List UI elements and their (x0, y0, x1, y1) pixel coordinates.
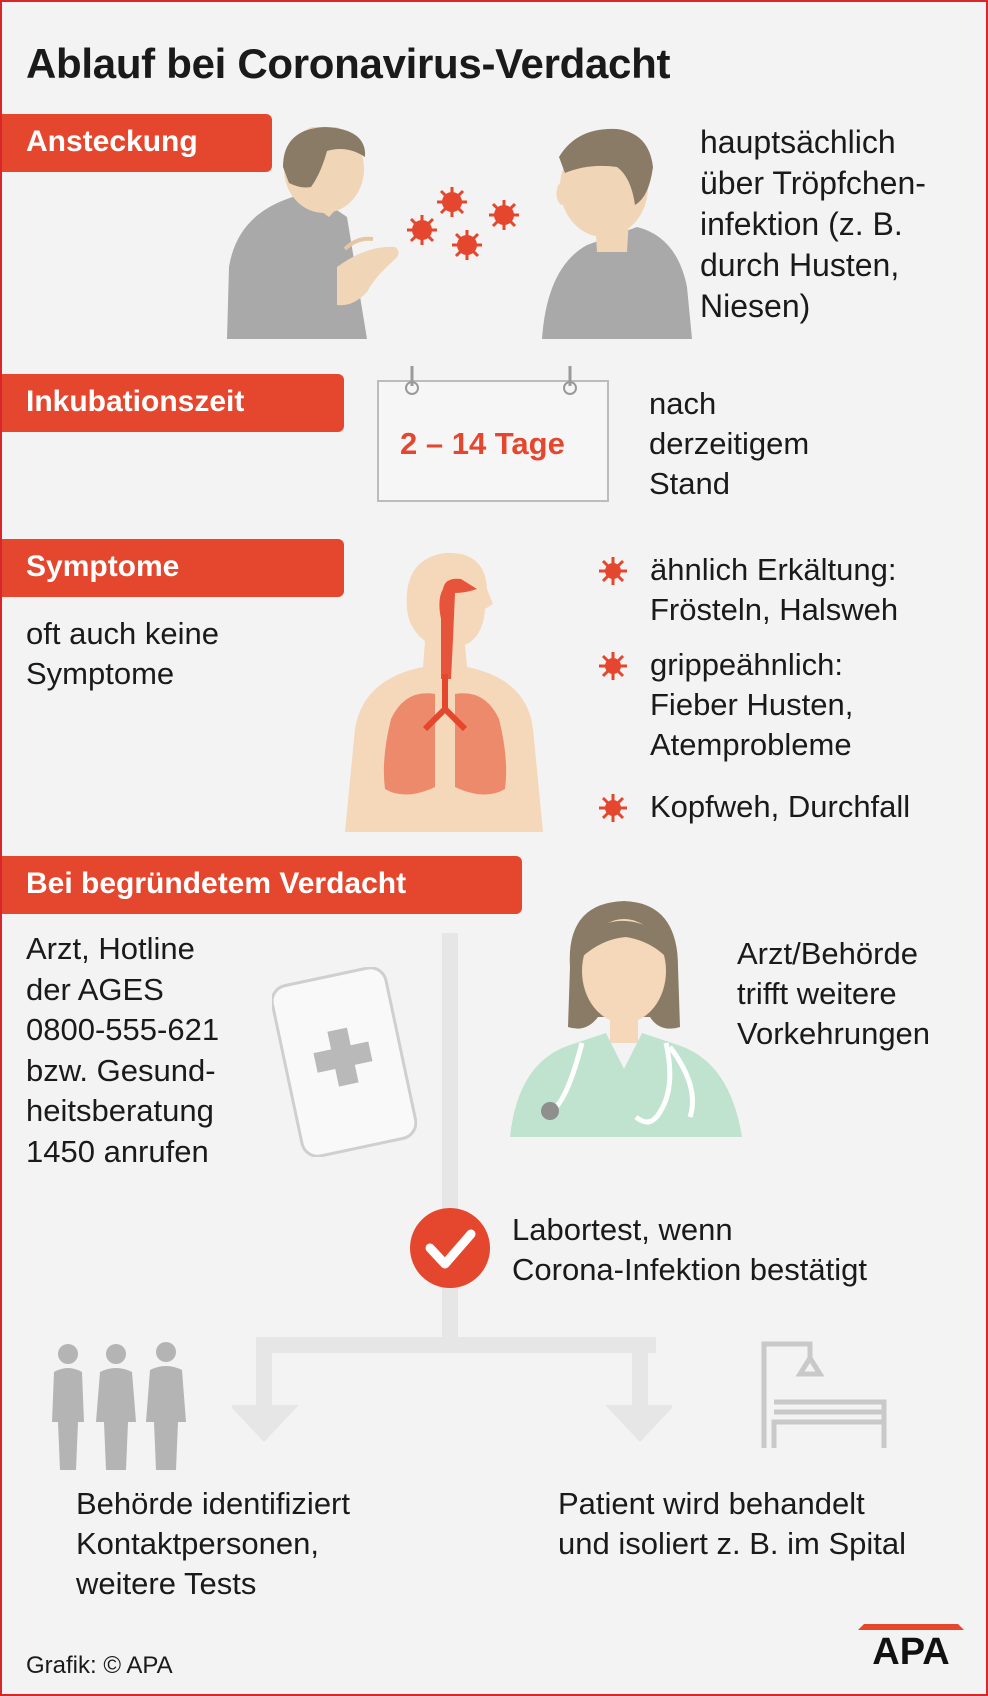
incubation-duration: 2 – 14 Tage (400, 426, 565, 461)
section-label-symptome: Symptome (2, 539, 344, 597)
apa-logo-mark (858, 1616, 964, 1668)
hotline-instructions: Arzt, Hotline der AGES 0800-555-621 bzw. Gesund- heitsberatung 1450 anrufen (26, 931, 220, 1169)
phone-icon (272, 967, 417, 1157)
contact-persons-icon (48, 1342, 190, 1472)
source-credit: Grafik: © APA (26, 1652, 173, 1679)
apa-logo (858, 1616, 964, 1668)
patient-treatment-outcome: Patient wird behandelt und isoliert z. B. im Spital (558, 1486, 907, 1561)
section-label-verdacht: Bei begründetem Verdacht (2, 856, 522, 914)
doctor-illustration (510, 897, 742, 1137)
ansteckung-description: hauptsächlich über Tröpfchen- infektion (z. B. durch Husten, Niesen) (700, 124, 926, 324)
virus-bullet-icon (597, 555, 629, 587)
virus-bullet-icon (597, 650, 629, 682)
page-title: Ablauf bei Coronavirus-Verdacht (26, 40, 671, 87)
symptom-item: Kopfweh, Durchfall (650, 789, 911, 824)
symptom-item: grippeähnlich: Fieber Husten, Atemprobleme (650, 647, 854, 762)
inkubation-description: nach derzeitigem Stand (649, 386, 810, 501)
symptome-note: oft auch keine Symptome (26, 616, 220, 691)
doctor-description: Arzt/Behörde trifft weitere Vorkehrungen (737, 936, 931, 1051)
symptom-item: ähnlich Erkältung: Frösteln, Halsweh (650, 552, 899, 627)
respiratory-system-illustration (345, 549, 543, 832)
virus-particle-icons (407, 187, 519, 260)
svg-text:APA: APA (872, 1631, 950, 1668)
section-label-inkubationszeit: Inkubationszeit (2, 374, 344, 432)
hospital-bed-icon (760, 1338, 888, 1450)
section-label-ansteckung: Ansteckung (2, 114, 272, 172)
coughing-people-illustration (217, 127, 692, 339)
virus-bullet-icon (597, 792, 629, 824)
checkmark-icon (408, 1206, 492, 1290)
labortest-text: Labortest, wenn Corona-Infektion bestätigt (512, 1212, 867, 1287)
contact-tracing-outcome: Behörde identifiziert Kontaktpersonen, weitere Tests (76, 1486, 350, 1601)
